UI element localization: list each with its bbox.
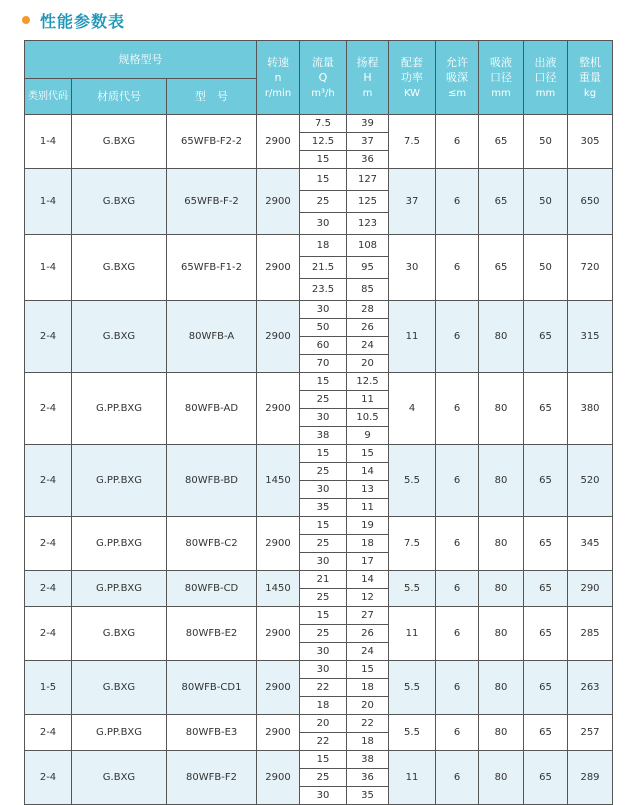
flow-cell: 30 xyxy=(300,481,347,499)
suction-cell: 6 xyxy=(436,571,479,607)
head-cell: 26 xyxy=(347,625,389,643)
power-cell: 11 xyxy=(389,607,436,661)
table-row xyxy=(25,607,613,625)
flow-header: 流量 Q m³/h xyxy=(300,41,347,115)
head-cell: 39 xyxy=(347,115,389,133)
speed-cell: 2900 xyxy=(257,715,300,751)
outlet-cell: 50 xyxy=(524,115,568,169)
material-code-cell: G.PP.BXG xyxy=(72,571,167,607)
outlet-cell: 65 xyxy=(524,607,568,661)
suction-cell: 6 xyxy=(436,169,479,235)
inlet-cell: 80 xyxy=(479,607,524,661)
head-cell: 15 xyxy=(347,445,389,463)
spec-group-header: 规格型号 xyxy=(25,41,257,79)
speed-cell: 2900 xyxy=(257,517,300,571)
flow-cell: 23.5 xyxy=(300,279,347,301)
head-cell: 14 xyxy=(347,463,389,481)
flow-cell: 18 xyxy=(300,697,347,715)
category-code-cell: 2-4 xyxy=(25,373,72,445)
flow-cell: 15 xyxy=(300,169,347,191)
category-code-cell: 2-4 xyxy=(25,445,72,517)
power-cell: 4 xyxy=(389,373,436,445)
material-code-cell: G.PP.BXG xyxy=(72,445,167,517)
material-code-cell: G.BXG xyxy=(72,169,167,235)
flow-cell: 20 xyxy=(300,715,347,733)
inlet-cell: 80 xyxy=(479,715,524,751)
model-cell: 80WFB-F2 xyxy=(167,751,257,805)
head-cell: 38 xyxy=(347,751,389,769)
inlet-cell: 65 xyxy=(479,235,524,301)
suction-cell: 6 xyxy=(436,445,479,517)
model-cell: 80WFB-A xyxy=(167,301,257,373)
head-cell: 95 xyxy=(347,257,389,279)
model-cell: 65WFB-F1-2 xyxy=(167,235,257,301)
flow-cell: 30 xyxy=(300,787,347,805)
head-cell: 19 xyxy=(347,517,389,535)
category-code-cell: 2-4 xyxy=(25,571,72,607)
material-code-cell: G.BXG xyxy=(72,115,167,169)
flow-cell: 30 xyxy=(300,643,347,661)
outlet-cell: 65 xyxy=(524,517,568,571)
page-title-text: 性能参数表 xyxy=(40,11,126,31)
flow-cell: 25 xyxy=(300,191,347,213)
flow-cell: 21.5 xyxy=(300,257,347,279)
table-row xyxy=(25,571,613,589)
speed-cell: 2900 xyxy=(257,235,300,301)
head-cell: 11 xyxy=(347,499,389,517)
head-cell: 18 xyxy=(347,535,389,553)
speed-cell: 2900 xyxy=(257,373,300,445)
model-cell: 65WFB-F2-2 xyxy=(167,115,257,169)
head-cell: 127 xyxy=(347,169,389,191)
head-cell: 11 xyxy=(347,391,389,409)
flow-cell: 15 xyxy=(300,517,347,535)
head-cell: 27 xyxy=(347,607,389,625)
head-cell: 9 xyxy=(347,427,389,445)
material-code-cell: G.BXG xyxy=(72,661,167,715)
material-code-cell: G.BXG xyxy=(72,751,167,805)
table-row xyxy=(25,301,613,319)
flow-cell: 7.5 xyxy=(300,115,347,133)
table-row xyxy=(25,373,613,391)
flow-cell: 30 xyxy=(300,213,347,235)
flow-cell: 25 xyxy=(300,463,347,481)
head-cell: 14 xyxy=(347,571,389,589)
head-cell: 18 xyxy=(347,679,389,697)
power-cell: 5.5 xyxy=(389,661,436,715)
inlet-cell: 80 xyxy=(479,445,524,517)
weight-cell: 263 xyxy=(568,661,613,715)
head-cell: 24 xyxy=(347,643,389,661)
page-title xyxy=(22,8,125,32)
head-cell: 123 xyxy=(347,213,389,235)
model-cell: 80WFB-BD xyxy=(167,445,257,517)
table-row xyxy=(25,661,613,679)
weight-cell: 520 xyxy=(568,445,613,517)
table-row xyxy=(25,235,613,257)
flow-cell: 25 xyxy=(300,625,347,643)
table-row xyxy=(25,115,613,133)
weight-cell: 289 xyxy=(568,751,613,805)
power-cell: 37 xyxy=(389,169,436,235)
flow-cell: 15 xyxy=(300,445,347,463)
weight-cell: 290 xyxy=(568,571,613,607)
head-cell: 13 xyxy=(347,481,389,499)
category-code-cell: 2-4 xyxy=(25,751,72,805)
power-cell: 7.5 xyxy=(389,115,436,169)
flow-cell: 15 xyxy=(300,751,347,769)
head-cell: 28 xyxy=(347,301,389,319)
model-cell: 65WFB-F-2 xyxy=(167,169,257,235)
power-cell: 11 xyxy=(389,751,436,805)
head-cell: 108 xyxy=(347,235,389,257)
flow-cell: 22 xyxy=(300,679,347,697)
weight-cell: 285 xyxy=(568,607,613,661)
flow-cell: 25 xyxy=(300,535,347,553)
inlet-cell: 65 xyxy=(479,115,524,169)
head-cell: 35 xyxy=(347,787,389,805)
speed-cell: 2900 xyxy=(257,115,300,169)
power-cell: 5.5 xyxy=(389,445,436,517)
power-cell: 5.5 xyxy=(389,715,436,751)
head-cell: 36 xyxy=(347,769,389,787)
head-cell: 15 xyxy=(347,661,389,679)
table-row xyxy=(25,751,613,769)
flow-cell: 15 xyxy=(300,607,347,625)
material-code-cell: G.BXG xyxy=(72,301,167,373)
model-cell: 80WFB-E2 xyxy=(167,607,257,661)
category-code-cell: 2-4 xyxy=(25,607,72,661)
head-cell: 37 xyxy=(347,133,389,151)
suction-cell: 6 xyxy=(436,115,479,169)
power-cell: 11 xyxy=(389,301,436,373)
suction-header: 允许 吸深 ≤m xyxy=(436,41,479,115)
head-cell: 12.5 xyxy=(347,373,389,391)
category-code-cell: 1-4 xyxy=(25,169,72,235)
weight-cell: 305 xyxy=(568,115,613,169)
outlet-cell: 65 xyxy=(524,445,568,517)
head-cell: 20 xyxy=(347,697,389,715)
model-cell: 80WFB-CD1 xyxy=(167,661,257,715)
material-code-header: 材质代号 xyxy=(72,79,167,115)
suction-cell: 6 xyxy=(436,751,479,805)
category-code-cell: 2-4 xyxy=(25,301,72,373)
material-code-cell: G.BXG xyxy=(72,607,167,661)
speed-cell: 1450 xyxy=(257,445,300,517)
inlet-cell: 80 xyxy=(479,301,524,373)
category-code-header: 类别代码 xyxy=(25,79,72,115)
speed-header: 转速 n r/min xyxy=(257,41,300,115)
inlet-cell: 80 xyxy=(479,517,524,571)
inlet-cell: 80 xyxy=(479,751,524,805)
flow-cell: 15 xyxy=(300,373,347,391)
flow-cell: 25 xyxy=(300,589,347,607)
material-code-cell: G.PP.BXG xyxy=(72,715,167,751)
power-cell: 5.5 xyxy=(389,571,436,607)
weight-cell: 345 xyxy=(568,517,613,571)
flow-cell: 60 xyxy=(300,337,347,355)
category-code-cell: 2-4 xyxy=(25,517,72,571)
head-cell: 17 xyxy=(347,553,389,571)
category-code-cell: 1-5 xyxy=(25,661,72,715)
suction-cell: 6 xyxy=(436,301,479,373)
flow-cell: 25 xyxy=(300,769,347,787)
weight-cell: 257 xyxy=(568,715,613,751)
head-cell: 85 xyxy=(347,279,389,301)
suction-cell: 6 xyxy=(436,715,479,751)
outlet-cell: 65 xyxy=(524,661,568,715)
table-row xyxy=(25,169,613,191)
weight-header: 整机 重量 kg xyxy=(568,41,613,115)
model-cell: 80WFB-E3 xyxy=(167,715,257,751)
power-header: 配套 功率 KW xyxy=(389,41,436,115)
material-code-cell: G.BXG xyxy=(72,235,167,301)
flow-cell: 18 xyxy=(300,235,347,257)
model-cell: 80WFB-CD xyxy=(167,571,257,607)
head-cell: 12 xyxy=(347,589,389,607)
head-cell: 36 xyxy=(347,151,389,169)
flow-cell: 25 xyxy=(300,391,347,409)
table-row xyxy=(25,517,613,535)
head-cell: 20 xyxy=(347,355,389,373)
table-row xyxy=(25,715,613,733)
model-cell: 80WFB-C2 xyxy=(167,517,257,571)
flow-cell: 50 xyxy=(300,319,347,337)
head-cell: 18 xyxy=(347,733,389,751)
flow-cell: 30 xyxy=(300,409,347,427)
speed-cell: 2900 xyxy=(257,751,300,805)
inlet-header: 吸液 口径 mm xyxy=(479,41,524,115)
speed-cell: 2900 xyxy=(257,607,300,661)
suction-cell: 6 xyxy=(436,517,479,571)
speed-cell: 2900 xyxy=(257,169,300,235)
performance-table xyxy=(24,40,613,805)
flow-cell: 12.5 xyxy=(300,133,347,151)
flow-cell: 30 xyxy=(300,661,347,679)
inlet-cell: 80 xyxy=(479,661,524,715)
flow-cell: 15 xyxy=(300,151,347,169)
outlet-cell: 50 xyxy=(524,235,568,301)
material-code-cell: G.PP.BXG xyxy=(72,373,167,445)
material-code-cell: G.PP.BXG xyxy=(72,517,167,571)
head-cell: 26 xyxy=(347,319,389,337)
inlet-cell: 65 xyxy=(479,169,524,235)
outlet-cell: 65 xyxy=(524,571,568,607)
inlet-cell: 80 xyxy=(479,373,524,445)
weight-cell: 720 xyxy=(568,235,613,301)
suction-cell: 6 xyxy=(436,235,479,301)
suction-cell: 6 xyxy=(436,607,479,661)
flow-cell: 30 xyxy=(300,553,347,571)
speed-cell: 2900 xyxy=(257,661,300,715)
flow-cell: 35 xyxy=(300,499,347,517)
category-code-cell: 2-4 xyxy=(25,715,72,751)
weight-cell: 380 xyxy=(568,373,613,445)
head-cell: 10.5 xyxy=(347,409,389,427)
flow-cell: 22 xyxy=(300,733,347,751)
head-header: 扬程 H m xyxy=(347,41,389,115)
head-cell: 24 xyxy=(347,337,389,355)
bullet-dot-icon xyxy=(22,16,30,24)
outlet-header: 出液 口径 mm xyxy=(524,41,568,115)
outlet-cell: 50 xyxy=(524,169,568,235)
category-code-cell: 1-4 xyxy=(25,235,72,301)
outlet-cell: 65 xyxy=(524,373,568,445)
speed-cell: 2900 xyxy=(257,301,300,373)
outlet-cell: 65 xyxy=(524,751,568,805)
head-cell: 125 xyxy=(347,191,389,213)
suction-cell: 6 xyxy=(436,661,479,715)
speed-cell: 1450 xyxy=(257,571,300,607)
flow-cell: 21 xyxy=(300,571,347,589)
weight-cell: 650 xyxy=(568,169,613,235)
flow-cell: 70 xyxy=(300,355,347,373)
flow-cell: 30 xyxy=(300,301,347,319)
table-row xyxy=(25,445,613,463)
outlet-cell: 65 xyxy=(524,301,568,373)
suction-cell: 6 xyxy=(436,373,479,445)
flow-cell: 38 xyxy=(300,427,347,445)
inlet-cell: 80 xyxy=(479,571,524,607)
category-code-cell: 1-4 xyxy=(25,115,72,169)
weight-cell: 315 xyxy=(568,301,613,373)
power-cell: 30 xyxy=(389,235,436,301)
model-header: 型 号 xyxy=(167,79,257,115)
power-cell: 7.5 xyxy=(389,517,436,571)
outlet-cell: 65 xyxy=(524,715,568,751)
model-cell: 80WFB-AD xyxy=(167,373,257,445)
head-cell: 22 xyxy=(347,715,389,733)
